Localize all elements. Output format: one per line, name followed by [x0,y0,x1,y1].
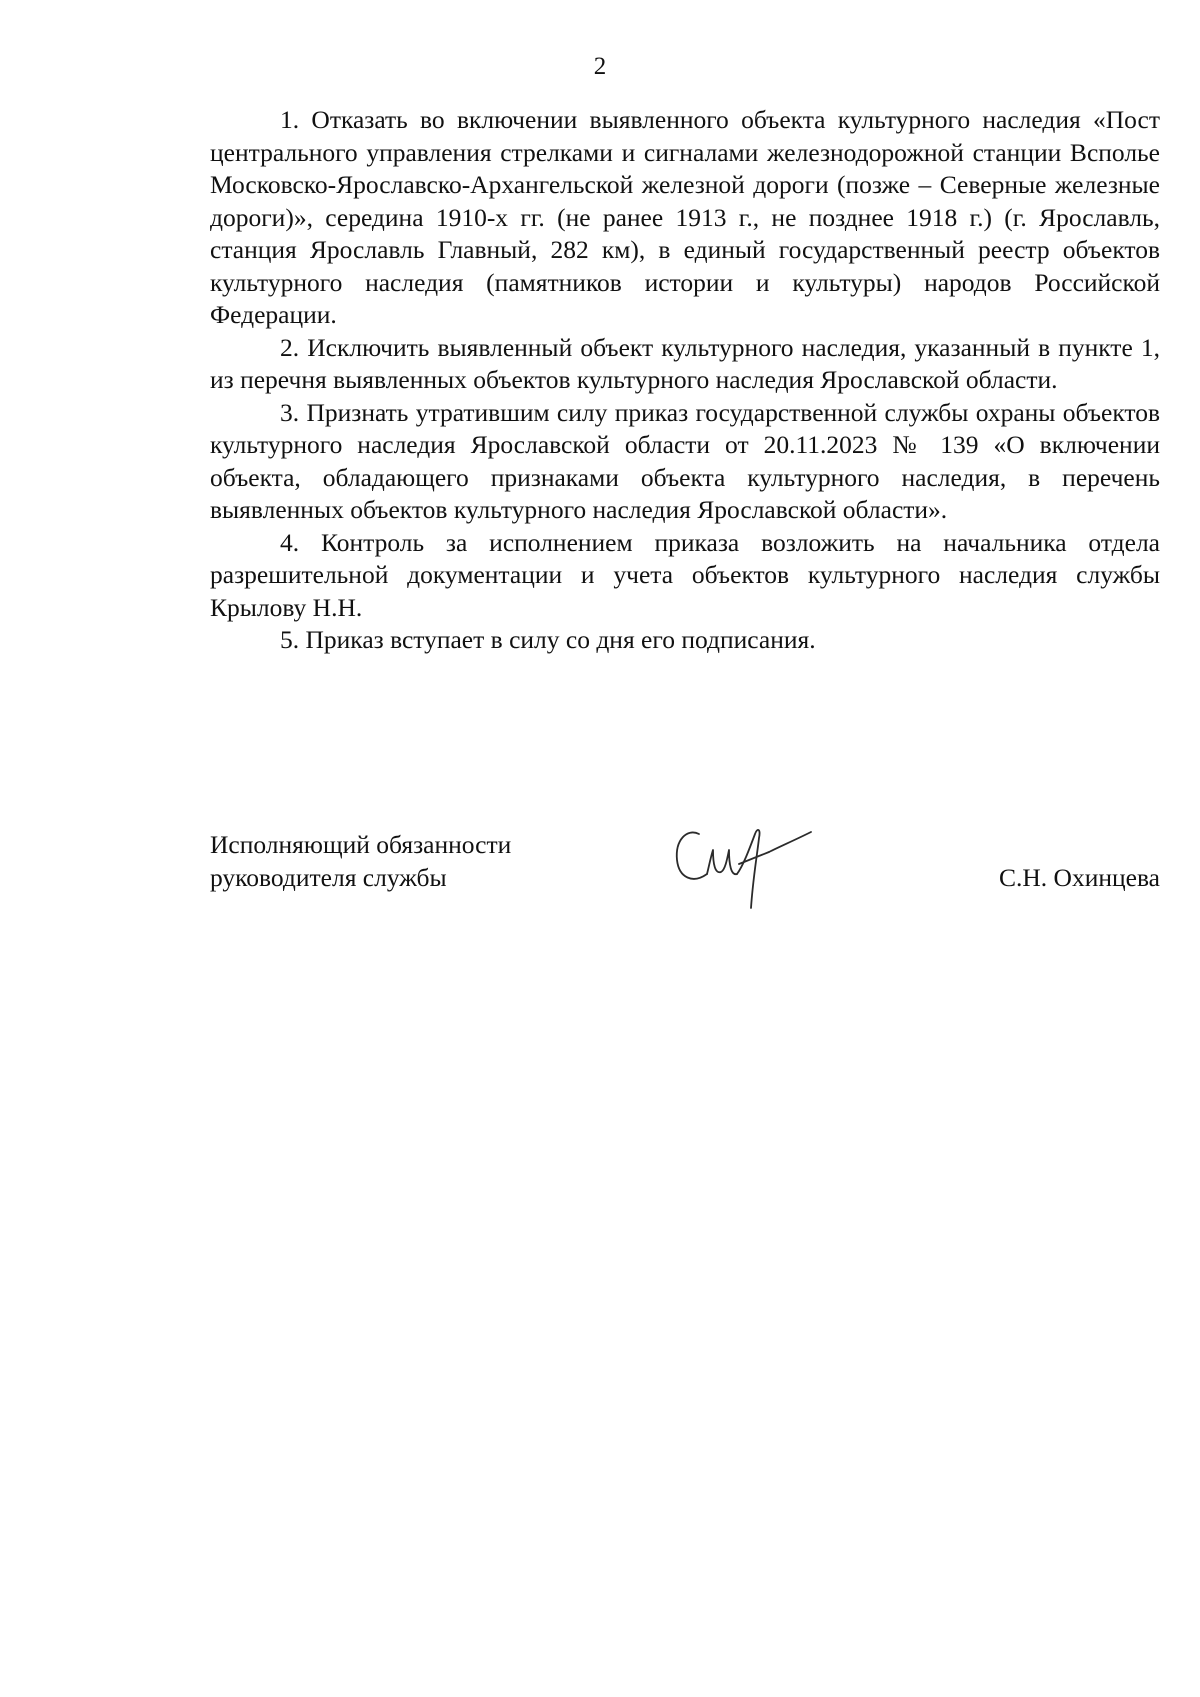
signer-name: С.Н. Охинцева [999,863,1160,892]
paragraph-4: 4. Контроль за исполнением приказа возложить на начальника отдела разрешительной документации и учета объектов культурного наследия службы Крылову Н.Н. [210,527,1160,622]
handwritten-signature [665,816,825,916]
signature-block [210,828,1160,938]
paragraph-1: 1. Отказать во включении выявленного объекта культурного наследия «Пост центрального управления стрелками и сигналами железнодорожной станции Всполье Московско-Ярославско-Архангельской железной дороги (позже – Северные железные дороги)», середина 1910-х гг. (не ранее 1913 г., не позднее 1918 г.) (г. Ярославль, станция Ярославль Главный, 282 км), в единый государственный реестр объектов культурного наследия (памятников истории и культуры) народов Российской Федерации. [210,105,1160,329]
paragraph-3: 3. Признать утратившим силу приказ государственной службы охраны объектов культурного наследия Ярославской области от 20.11.2023 № 139 «О включении объекта, обладающего признаками объекта культурного наследия, в перечень выявленных объектов культурного наследия Ярославской области». [210,397,1160,524]
page-number: 2 [593,53,607,80]
paragraph-5: 5. Приказ вступает в силу со дня его подписания. [280,625,816,654]
signer-title-line2: руководителя службы [210,863,447,892]
document-body [210,104,1160,657]
signer-title [210,828,630,894]
signer-title-line1: Исполняющий обязанности [210,830,512,859]
paragraph-2: 2. Исключить выявленный объект культурного наследия, указанный в пункте 1, из перечня выявленных объектов культурного наследия Ярославской области. [210,332,1160,394]
